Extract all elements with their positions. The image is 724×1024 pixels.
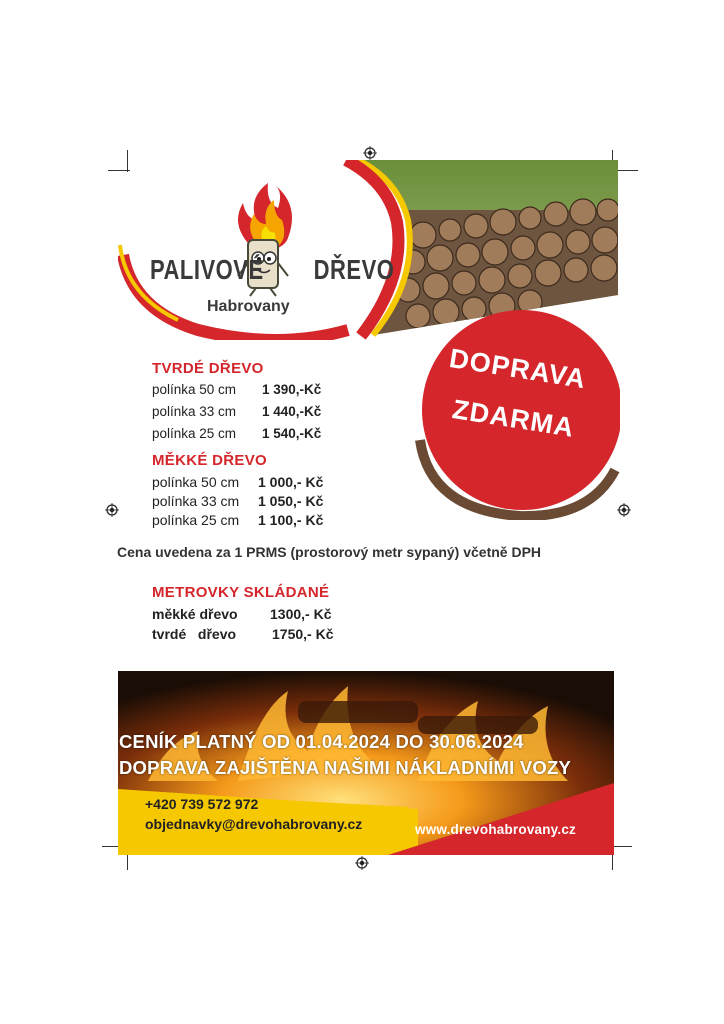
crop-mark-icon <box>612 846 632 847</box>
list-item <box>152 474 324 490</box>
email-link[interactable]: objednavky@drevohabrovany.cz <box>145 816 363 832</box>
item-price: 1 050,- Kč <box>258 493 324 509</box>
validity-text: CENÍK PLATNÝ OD 01.04.2024 DO 30.06.2024 <box>119 731 524 752</box>
item-label: měkké dřevo <box>152 606 238 622</box>
price-note: Cena uvedena za 1 PRMS (prostorový metr sypaný) včetně DPH <box>117 544 542 560</box>
item-price: 1 390,-Kč <box>262 382 322 397</box>
item-label: polínka 33 cm <box>152 404 237 419</box>
item-label: polínka 33 cm <box>152 493 240 509</box>
list-item <box>152 382 322 397</box>
item-price: 1 440,-Kč <box>262 404 322 419</box>
list-item <box>152 426 322 441</box>
list-item <box>152 512 324 528</box>
item-price: 1 000,- Kč <box>258 474 324 490</box>
list-item <box>152 404 322 419</box>
logo-title-word1: PALIVOVÉ <box>150 254 264 286</box>
item-label: polínka 50 cm <box>152 474 240 490</box>
registration-mark-icon <box>105 503 119 517</box>
hard-wood-heading: TVRDÉ DŘEVO <box>152 360 264 377</box>
badge-line1: DOPRAVA <box>447 343 589 395</box>
item-label: polínka 50 cm <box>152 382 237 397</box>
list-item <box>152 606 332 622</box>
meter-logs-heading: METROVKY SKLÁDANÉ <box>152 584 330 601</box>
item-price: 1750,- Kč <box>272 626 334 642</box>
crop-mark-icon <box>618 170 638 171</box>
website-link[interactable]: www.drevohabrovany.cz <box>415 822 576 837</box>
phone-number[interactable]: +420 739 572 972 <box>145 796 259 812</box>
item-label: tvrdé dřevo <box>152 626 237 642</box>
logo-subtitle: Habrovany <box>207 298 290 315</box>
item-label: polínka 25 cm <box>152 512 240 528</box>
item-price: 1 540,-Kč <box>262 426 322 441</box>
soft-wood-heading: MĚKKÉ DŘEVO <box>152 452 267 469</box>
list-item <box>152 626 334 642</box>
badge-line2: ZDARMA <box>450 394 577 443</box>
list-item <box>152 493 324 509</box>
item-price: 1 100,- Kč <box>258 512 324 528</box>
delivery-text: DOPRAVA ZAJIŠTĚNA NAŠIMI NÁKLADNÍMI VOZY <box>119 757 572 778</box>
logo-title <box>150 254 394 287</box>
registration-mark-icon <box>355 856 369 870</box>
logo-title-word2: DŘEVO <box>313 254 395 286</box>
item-price: 1300,- Kč <box>270 606 332 622</box>
item-label: polínka 25 cm <box>152 426 237 441</box>
registration-mark-icon <box>363 146 377 160</box>
